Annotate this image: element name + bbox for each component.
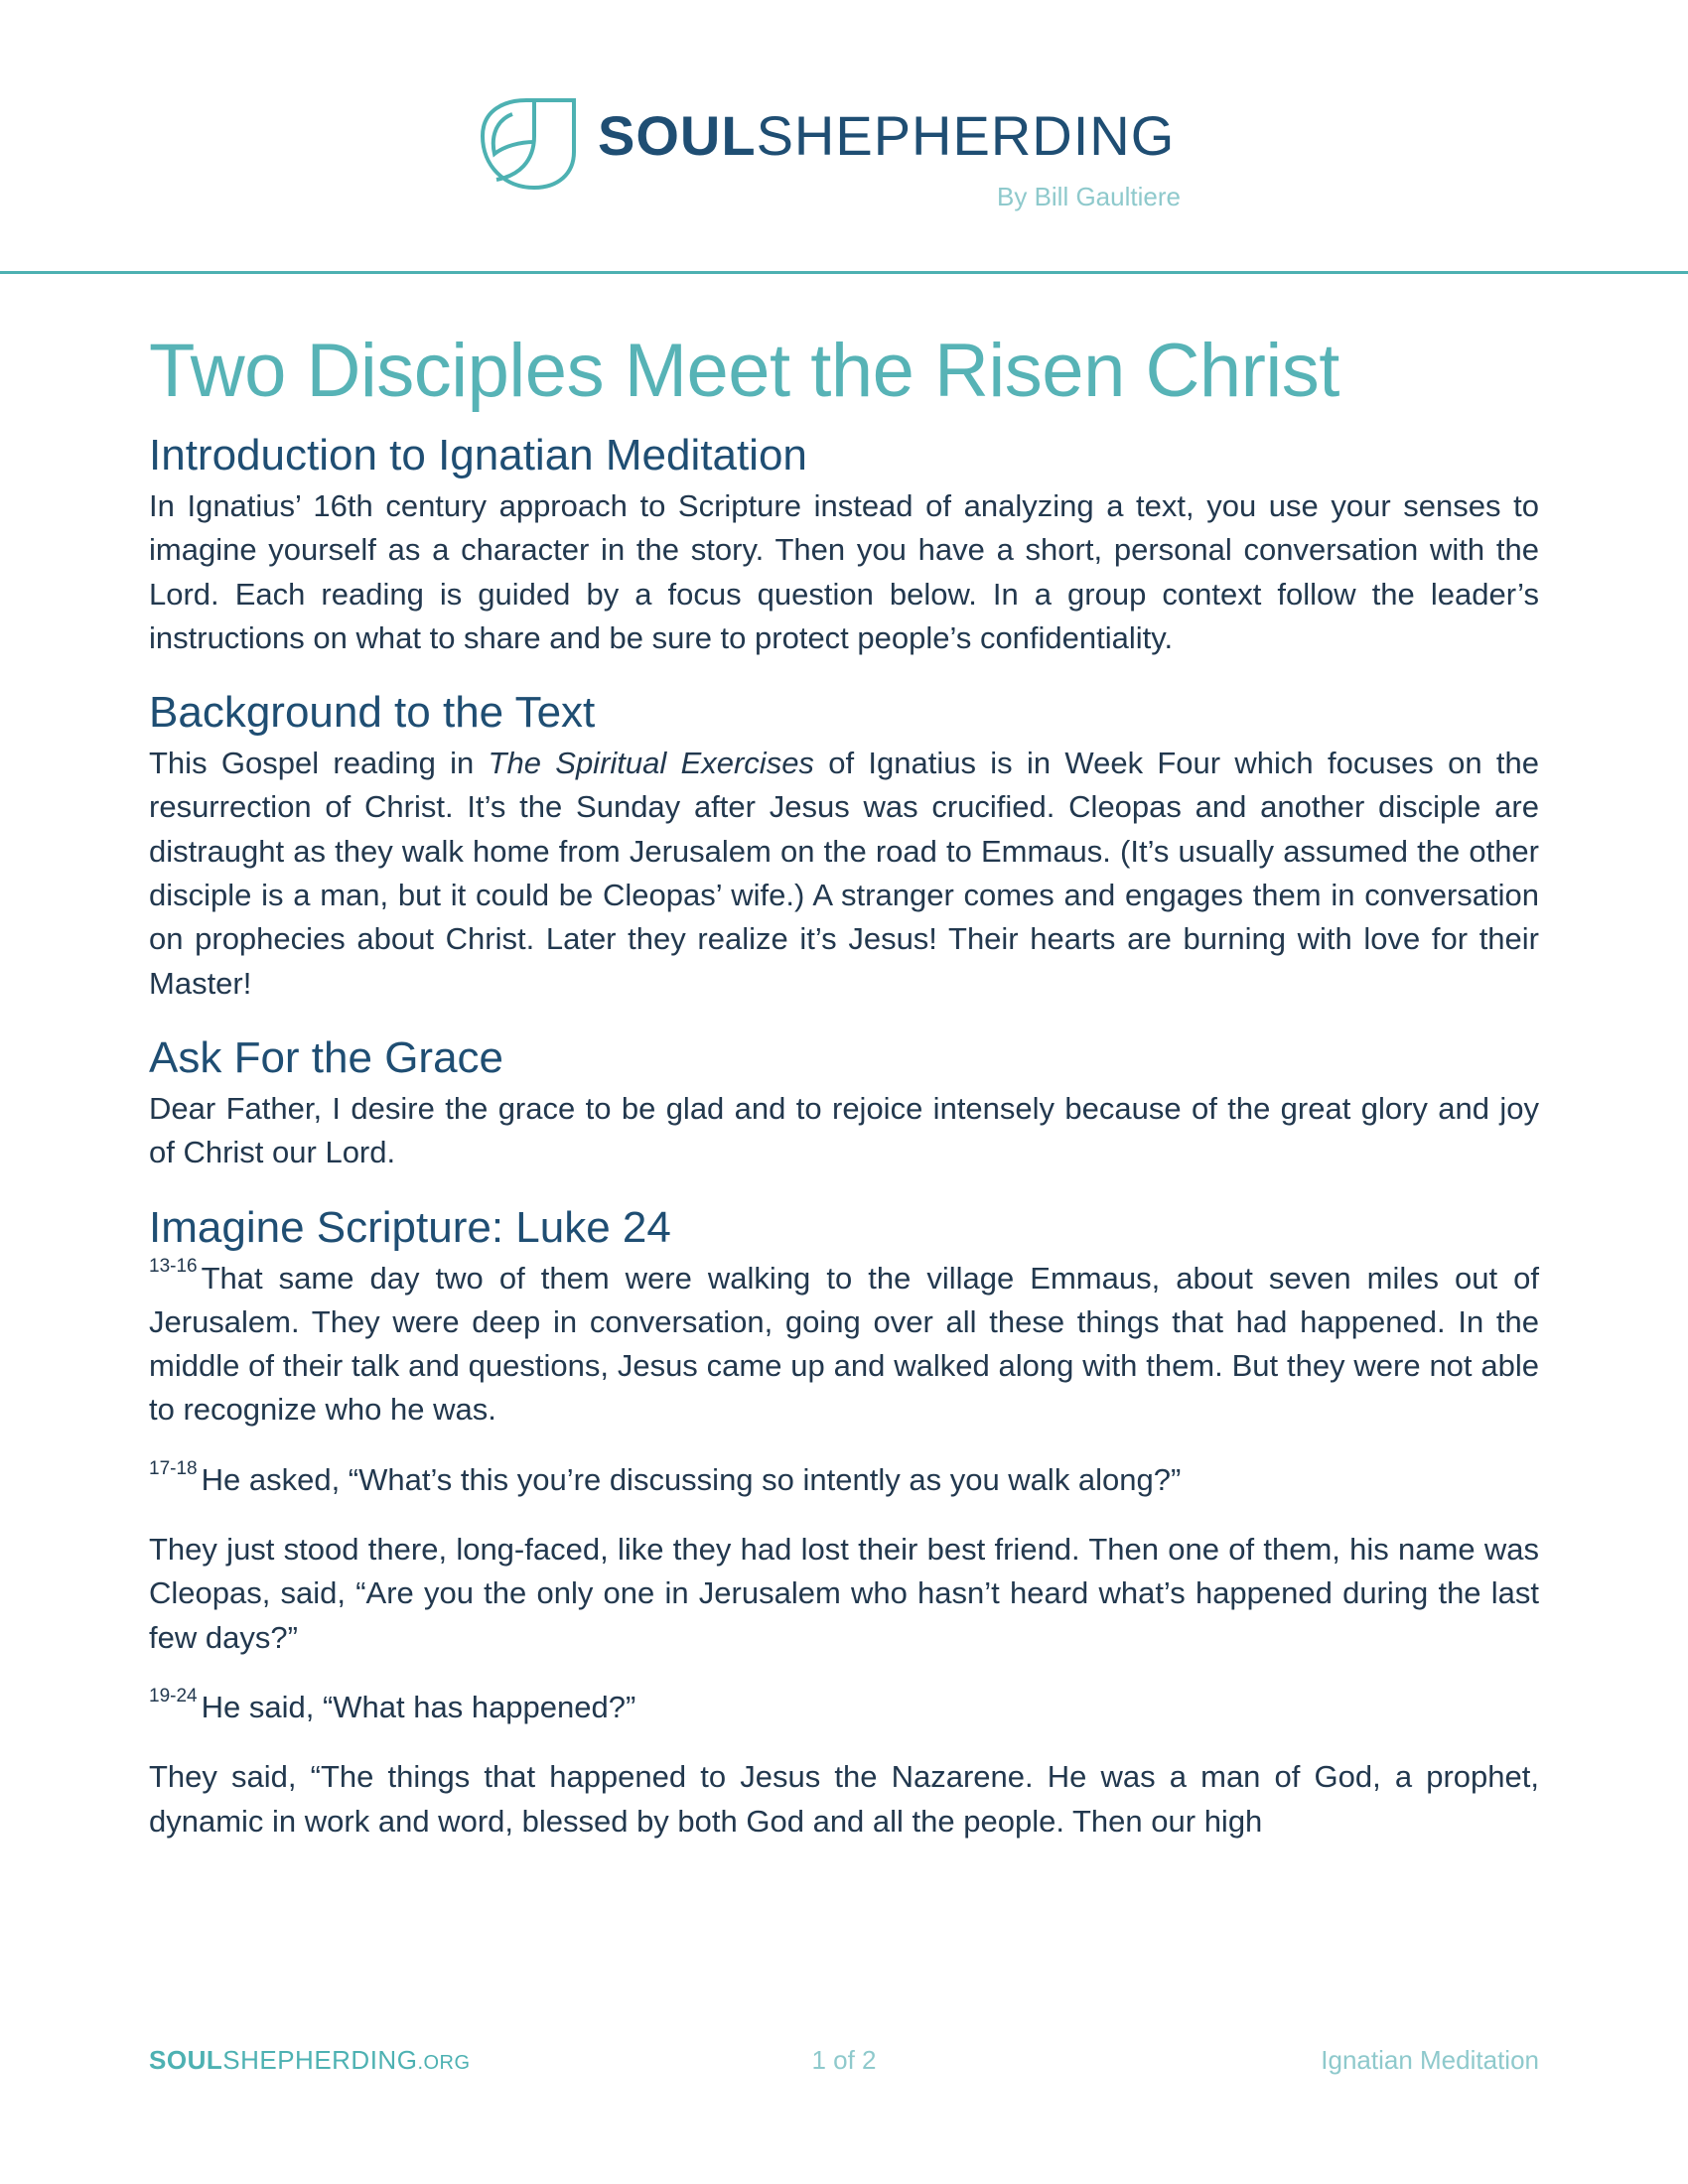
soul-shepherding-leaf-icon <box>475 96 578 192</box>
scripture-text: He asked, “What’s this you’re discussing so intently as you walk along?” <box>201 1461 1182 1497</box>
grace-heading: Ask For the Grace <box>149 1032 504 1082</box>
scripture-text: That same day two of them were walking to the village Emmaus, about seven miles out of Jerusalem. They were deep in conversation, going over all these things that had happened. In the middle of their talk and questions, Jesus came up and walked along with them. But they were not able to recognize who he was. <box>149 1260 1539 1428</box>
page-header <box>0 0 1688 274</box>
footer-site-light: SHEPHERDING <box>222 2045 418 2075</box>
scripture-text: He said, “What has happened?” <box>201 1689 636 1724</box>
brand-word-soul: SOUL <box>598 104 757 167</box>
footer-site-bold: SOUL <box>149 2045 223 2075</box>
background-paragraph <box>149 742 1539 1006</box>
page-number: 1 of 2 <box>811 2045 877 2075</box>
verse-number: 19-24 <box>149 1685 198 1706</box>
scripture-text: They just stood there, long-faced, like they had lost their best friend. Then one of them, his name was Cleopas, said, “Are you the only one in Jerusalem who hasn’t heard what’s happened during the last few days?” <box>149 1532 1539 1655</box>
scripture-paragraph-1 <box>149 1257 1539 1433</box>
scripture-paragraph-4 <box>149 1686 1539 1729</box>
background-text-start: This Gospel reading in <box>149 746 489 781</box>
intro-paragraph: In Ignatius’ 16th century approach to Scripture instead of analyzing a text, you use your senses to imagine yourself as a character in the story. Then you have a short, personal conversation with the Lord. Each reading is guided by a focus question below. In a group context follow the leader’s instructions on what to share and be sure to protect people’s confidentiality. <box>149 488 1539 655</box>
background-text-end: of Ignatius is in Week Four which focuses on the resurrection of Christ. It’s the Sunday after Jesus was crucified. Cleopas and another disciple are distraught as they walk home from Jerusalem on the road to Emmaus. (It’s usually assumed the other disciple is a man, but it could be Cleopas’ wife.) A stranger comes and engages them in conversation on prophecies about Christ. Later they realize it’s Jesus! Their hearts are burning with love for their Master! <box>149 746 1539 1001</box>
scripture-paragraph-3 <box>149 1528 1539 1660</box>
footer-site-tld: .ORG <box>417 2052 471 2074</box>
page-footer <box>149 2045 1539 2085</box>
page-title: Two Disciples Meet the Risen Christ <box>149 329 1339 413</box>
scripture-paragraph-5 <box>149 1755 1539 1843</box>
scripture-heading: Imagine Scripture: Luke 24 <box>149 1202 671 1252</box>
scripture-text: They said, “The things that happened to Jesus the Nazarene. He was a man of God, a prophet, dynamic in work and word, blessed by both God and all the people. Then our high <box>149 1759 1539 1839</box>
brand-wordmark <box>598 103 1175 169</box>
book-title: The Spiritual Exercises <box>488 746 814 781</box>
grace-paragraph: Dear Father, I desire the grace to be glad and to rejoice intensely because of the great glory and joy of Christ our Lord. <box>149 1090 1539 1170</box>
header-divider <box>0 271 1688 274</box>
footer-topic: Ignatian Meditation <box>1321 2045 1539 2075</box>
background-heading: Background to the Text <box>149 688 596 738</box>
byline: By Bill Gaultiere <box>997 182 1181 211</box>
intro-heading: Introduction to Ignatian Meditation <box>149 431 807 479</box>
brand-word-shepherding: SHEPHERDING <box>756 104 1176 167</box>
verse-number: 13-16 <box>149 1256 198 1278</box>
document-body <box>149 316 1539 1843</box>
verse-number: 17-18 <box>149 1457 198 1479</box>
scripture-paragraph-2 <box>149 1458 1539 1502</box>
